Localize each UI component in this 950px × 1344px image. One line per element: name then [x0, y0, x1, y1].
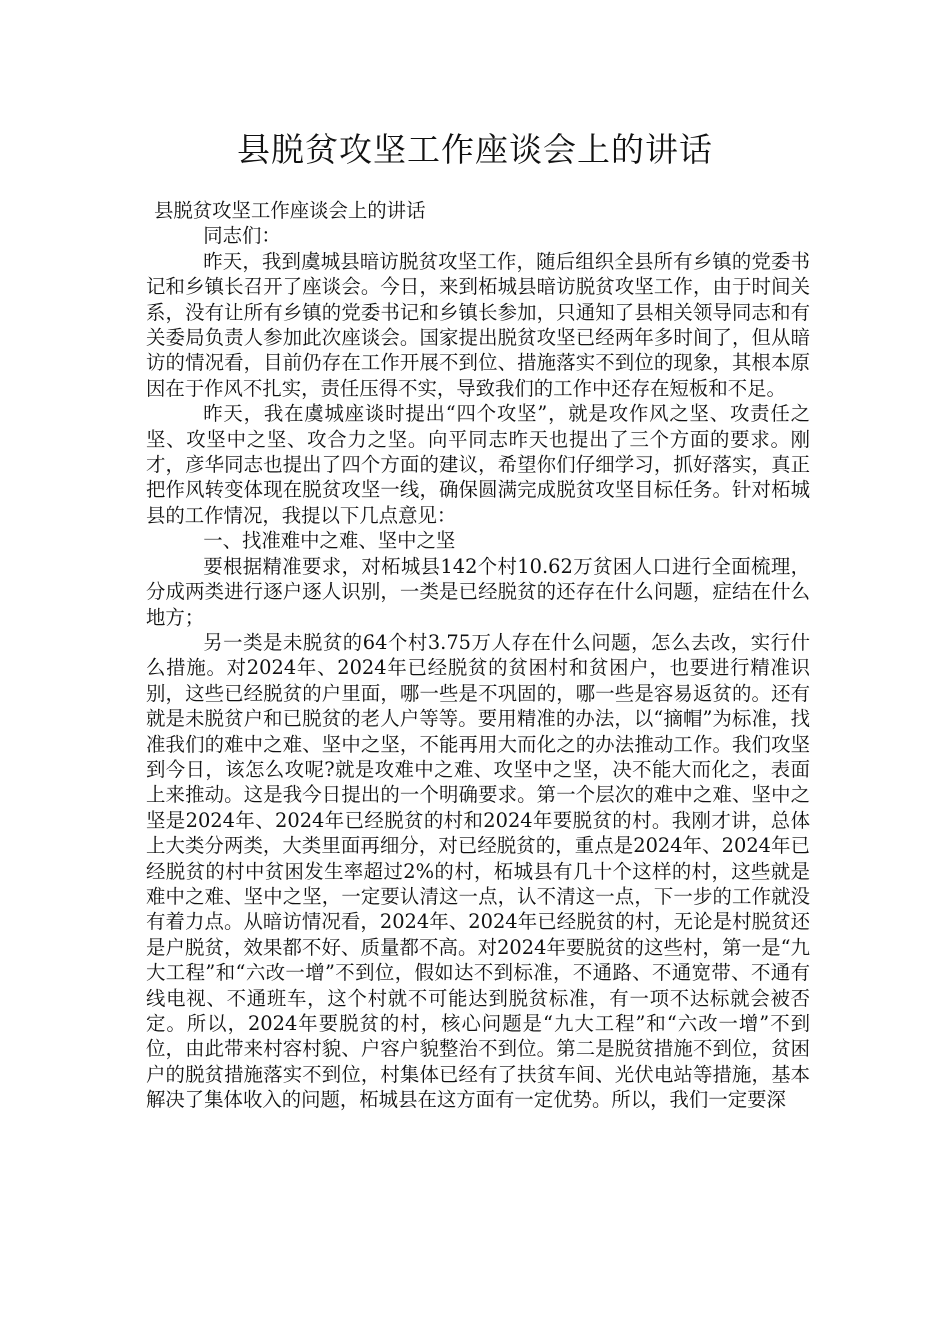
paragraph: 另一类是未脱贫的64个村3.75万人存在什么问题，怎么去改，实行什么措施。对2024年、2024年已经脱贫的贫困村和贫困户，也要进行精准识别，这些已经脱贫的户里面，哪一些是不巩固的，哪一些是容易返贫的。还有就是未脱贫户和已脱贫的老人户等等。要用精准的办法，以“摘帽”为标准，找准我们的难中之难、坚中之坚，不能再用大而化之的办法推动工作。我们攻坚到今日，该怎么攻呢?就是攻难中之难、攻坚中之坚，决不能大而化之，表面上来推动。这是我今日提出的一个明确要求。第一个层次的难中之难、坚中之坚是2024年、2024年已经脱贫的村和2024年要脱贫的村。我刚才讲，总体上大类分两类，大类里面再细分，对已经脱贫的，重点是2024年、2024年已经脱贫的村中贫困发生率超过2%的村，柘城县有几十个这样的村，这些就是难中之难、坚中之坚，一定要认清这一点，认不清这一点，下一步的工作就没有着力点。从暗访情况看，2024年、2024年已经脱贫的村，无论是村脱贫还是户脱贫，效果都不好、质量都不高。对2024年要脱贫的这些村，第一是“九大工程”和“六改一增”不到位，假如达不到标准，不通路、不通宽带、不通有线电视、不通班车，这个村就不可能达到脱贫标准，有一项不达标就会被否定。所以，2024年要脱贫的村，核心问题是“九大工程”和“六改一增”不到位，由此带来村容村貌、户容户貌整治不到位。第二是脱贫措施不到位，贫困户的脱贫措施落实不到位，村集体已经有了扶贫车间、光伏电站等措施，基本解决了集体收入的问题，柘城县在这方面有一定优势。所以，我们一定要深 [146, 630, 810, 1112]
paragraph: 要根据精准要求，对柘城县142个村10.62万贫困人口进行全面梳理，分成两类进行逐户逐人识别，一类是已经脱贫的还存在什么问题，症结在什么地方； [146, 554, 810, 629]
salutation: 同志们： [203, 224, 281, 248]
document-subtitle: 县脱贫攻坚工作座谈会上的讲话 [154, 199, 426, 222]
paragraph: 昨天，我在虞城座谈时提出“四个攻坚”，就是攻作风之坚、攻责任之坚、攻坚中之坚、攻合力之坚。向平同志昨天也提出了三个方面的要求。刚才，彦华同志也提出了四个方面的建议，希望你们仔细学习，抓好落实，真正把作风转变体现在脱贫攻坚一线，确保圆满完成脱贫攻坚目标任务。针对柘城县的工作情况，我提以下几点意见： [146, 402, 810, 527]
section-heading: 一、找准难中之难、坚中之坚 [203, 529, 456, 553]
document-body [146, 198, 810, 1113]
document-title: 县脱贫攻坚工作座谈会上的讲话 [237, 130, 713, 169]
paragraph: 昨天，我到虞城县暗访脱贫攻坚工作，随后组织全县所有乡镇的党委书记和乡镇长召开了座谈会。今日，来到柘城县暗访脱贫攻坚工作，由于时间关系，没有让所有乡镇的党委书记和乡镇长参加，只通知了县相关领导同志和有关委局负责人参加此次座谈会。国家提出脱贫攻坚已经两年多时间了，但从暗访的情况看，目前仍存在工作开展不到位、措施落实不到位的现象，其根本原因在于作风不扎实，责任压得不实，导致我们的工作中还存在短板和不足。 [146, 249, 810, 400]
